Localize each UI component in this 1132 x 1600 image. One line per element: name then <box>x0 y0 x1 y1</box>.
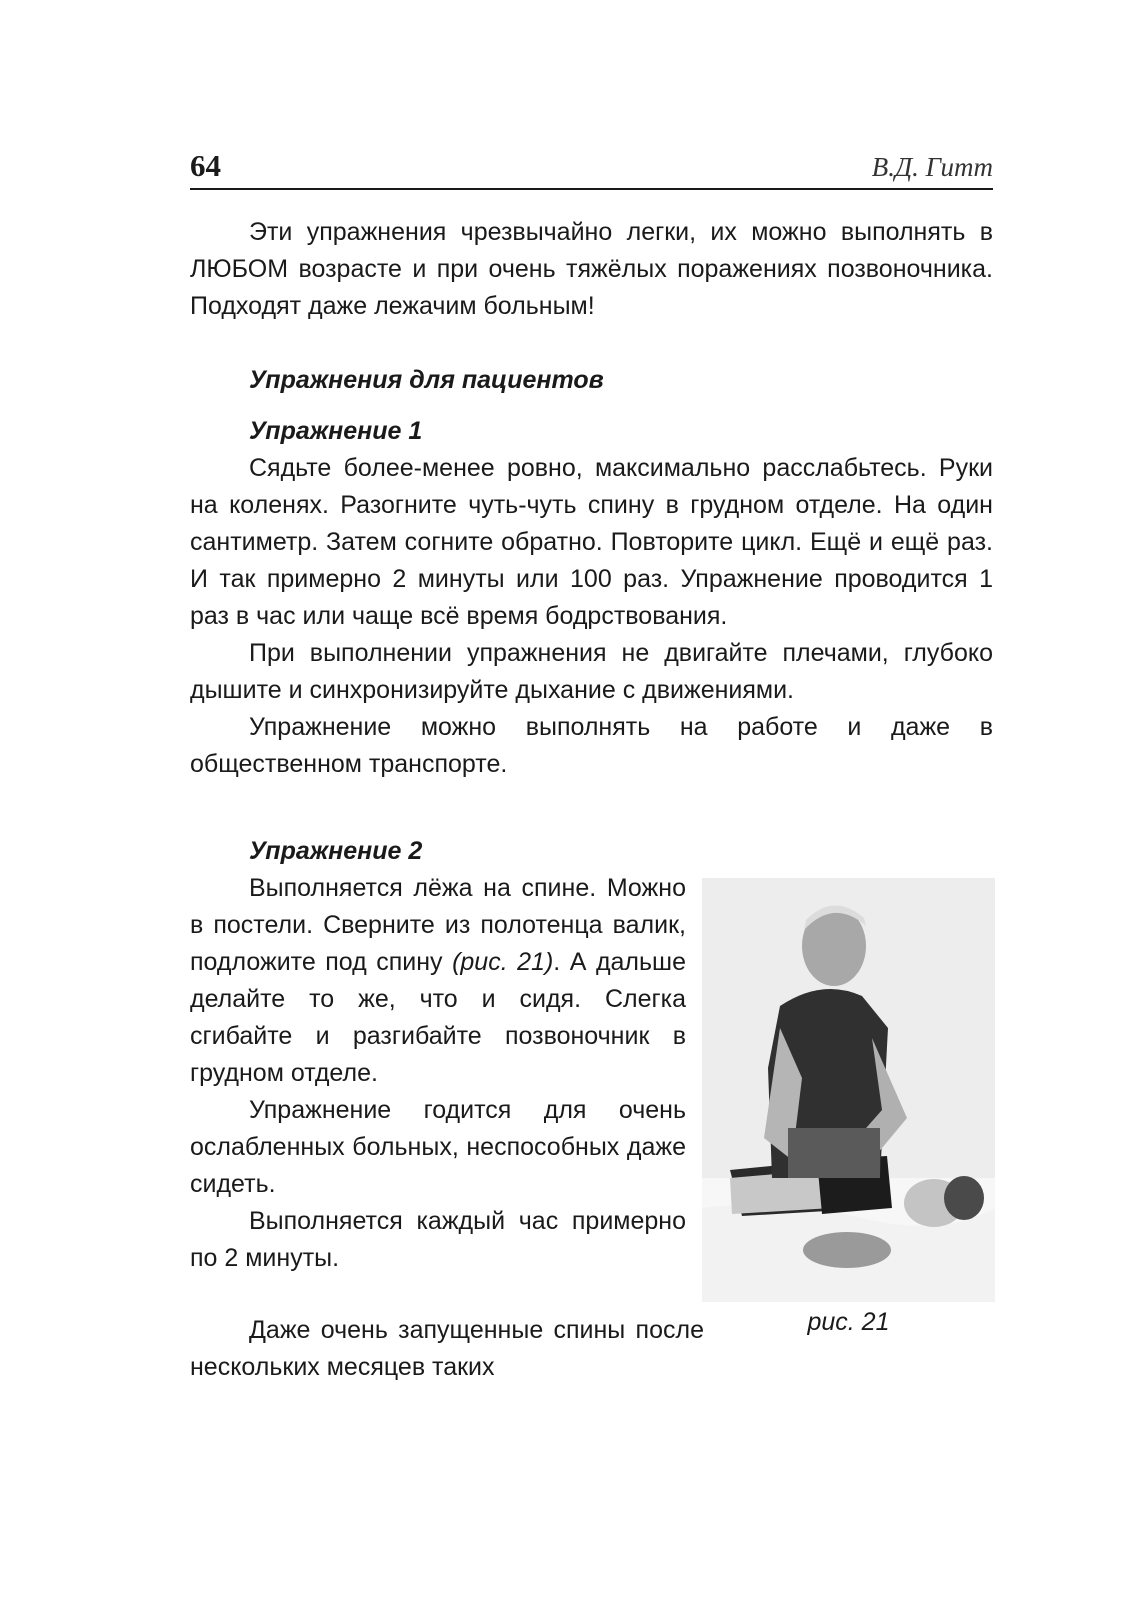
exercise1-paragraph-2: При выполнении упражнения не двигайте плечами, глубоко дышите и синхронизируйте дыхание с движениями. <box>190 639 993 704</box>
intro-block <box>190 214 993 325</box>
photo-illustration <box>702 878 995 1302</box>
intro-paragraph: Эти упражнения чрезвычайно легки, их можно выполнять в ЛЮБОМ возрасте и при очень тяжёлых поражениях позвоночника. Подходят даже лежачим больным! <box>190 218 993 320</box>
exercise2-body <box>190 870 686 1277</box>
exercise2-text-a: Выполняется лёжа на спине. Можно в постели. Сверните из полотенца валик, подложите под спину <box>190 874 686 976</box>
closing-paragraph: Даже очень запущенные спины после нескольких месяцев таких <box>190 1316 704 1381</box>
exercise1-paragraph-3: Упражнение можно выполнять на работе и даже в общественном транспорте. <box>190 713 993 778</box>
section-title: Упражнения для пациентов <box>249 366 604 394</box>
figure-photo <box>702 878 995 1302</box>
exercise2-paragraph-3: Выполняется каждый час примерно по 2 минуты. <box>190 1207 686 1272</box>
page-header <box>190 148 993 190</box>
closing-block <box>190 1312 704 1386</box>
exercise1-paragraph-1: Сядьте более-менее ровно, максимально расслабьтесь. Руки на коленях. Разогните чуть-чуть спину в грудном отделе. На один сантиметр. Затем согните обратно. Повторите цикл. Ещё и ещё раз. И так примерно 2 минуты или 100 раз. Упражнение проводится 1 раз в час или чаще всё время бодрствования. <box>190 454 993 630</box>
running-head-author: В.Д. Гитт <box>871 152 993 182</box>
exercise2-text-b: . А дальше делайте то же, что и сидя. Слегка сгибайте и разгибайте позвоночник в грудном отделе. <box>190 948 687 1087</box>
page-number: 64 <box>190 148 221 183</box>
figure-reference: (рис. 21) <box>452 948 554 976</box>
exercise1-title: Упражнение 1 <box>249 417 423 445</box>
exercise2-paragraph-2: Упражнение годится для очень ослабленных больных, неспособных даже сидеть. <box>190 1096 686 1198</box>
exercise1-body <box>190 450 993 783</box>
exercise2-paragraph-1 <box>190 870 686 1092</box>
exercise2-title: Упражнение 2 <box>249 837 423 865</box>
figure-caption: рис. 21 <box>807 1308 890 1336</box>
